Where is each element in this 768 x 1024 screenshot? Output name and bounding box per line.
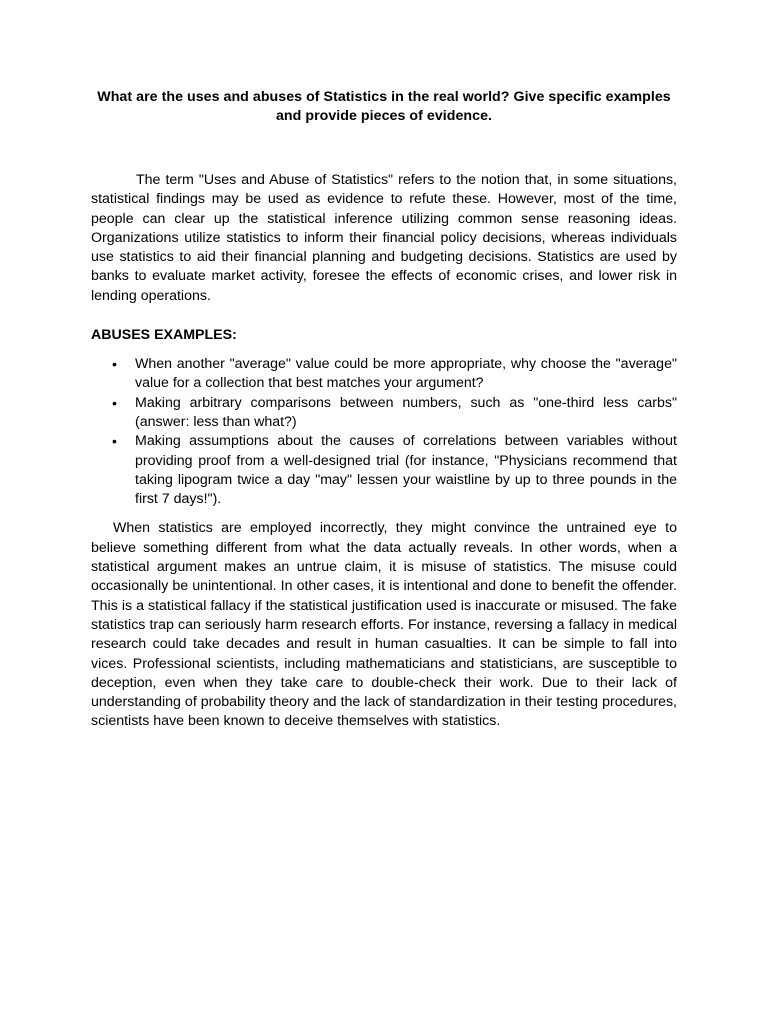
list-item-text: Making assumptions about the causes of correlations between variables without providing proof from a well-designed trial (for instance, "Physicians recommend that taking lipogram twice a day "may" lessen your waistline by up to three pounds in the first 7 days!"). xyxy=(135,433,677,508)
list-item xyxy=(91,432,677,509)
abuses-list xyxy=(91,355,677,509)
closing-paragraph: When statistics are employed incorrectly, they might convince the untrained eye to believe something different from what the data actually reveals. In other words, when a statistical argument makes an untrue claim, it is misuse of statistics. The misuse could occasionally be unintentional. In other cases, it is intentional and done to benefit the offender. This is a statistical fallacy if the statistical justification used is inaccurate or misused. The fake statistics trap can seriously harm research efforts. For instance, reversing a fallacy in medical research could take decades and result in human casualties. It can be simple to fall into vices. Professional scientists, including mathematicians and statisticians, are susceptible to deception, even when they take care to double-check their work. Due to their lack of understanding of probability theory and the lack of standardization in their testing procedures, scientists have been known to deceive themselves with statistics. xyxy=(91,520,677,730)
intro-paragraph: The term "Uses and Abuse of Statistics" refers to the notion that, in some situations, statistical findings may be used as evidence to refute these. However, most of the time, people can clear up the statistical inference utilizing common sense reasoning ideas. Organizations utilize statistics to inform their financial policy decisions, whereas individuals use statistics to aid their financial planning and budgeting decisions. Statistics are used by banks to evaluate market activity, foresee the effects of economic crises, and lower risk in lending operations. xyxy=(91,172,677,304)
list-item xyxy=(91,355,677,394)
document-page xyxy=(91,88,677,732)
abuses-heading: ABUSES EXAMPLES: xyxy=(91,327,237,344)
document-title: What are the uses and abuses of Statistics in the real world? Give specific examples and provide pieces of evidence. xyxy=(97,89,671,124)
list-item xyxy=(91,394,677,433)
list-item-text: Making arbitrary comparisons between numbers, such as "one-third less carbs" (answer: less than what?) xyxy=(135,394,677,430)
bullet-icon: • xyxy=(112,394,117,411)
bullet-icon: • xyxy=(112,433,117,450)
bullet-icon: • xyxy=(112,356,117,373)
list-item-text: When another "average" value could be more appropriate, why choose the "average" value for a collection that best matches your argument? xyxy=(135,356,677,392)
